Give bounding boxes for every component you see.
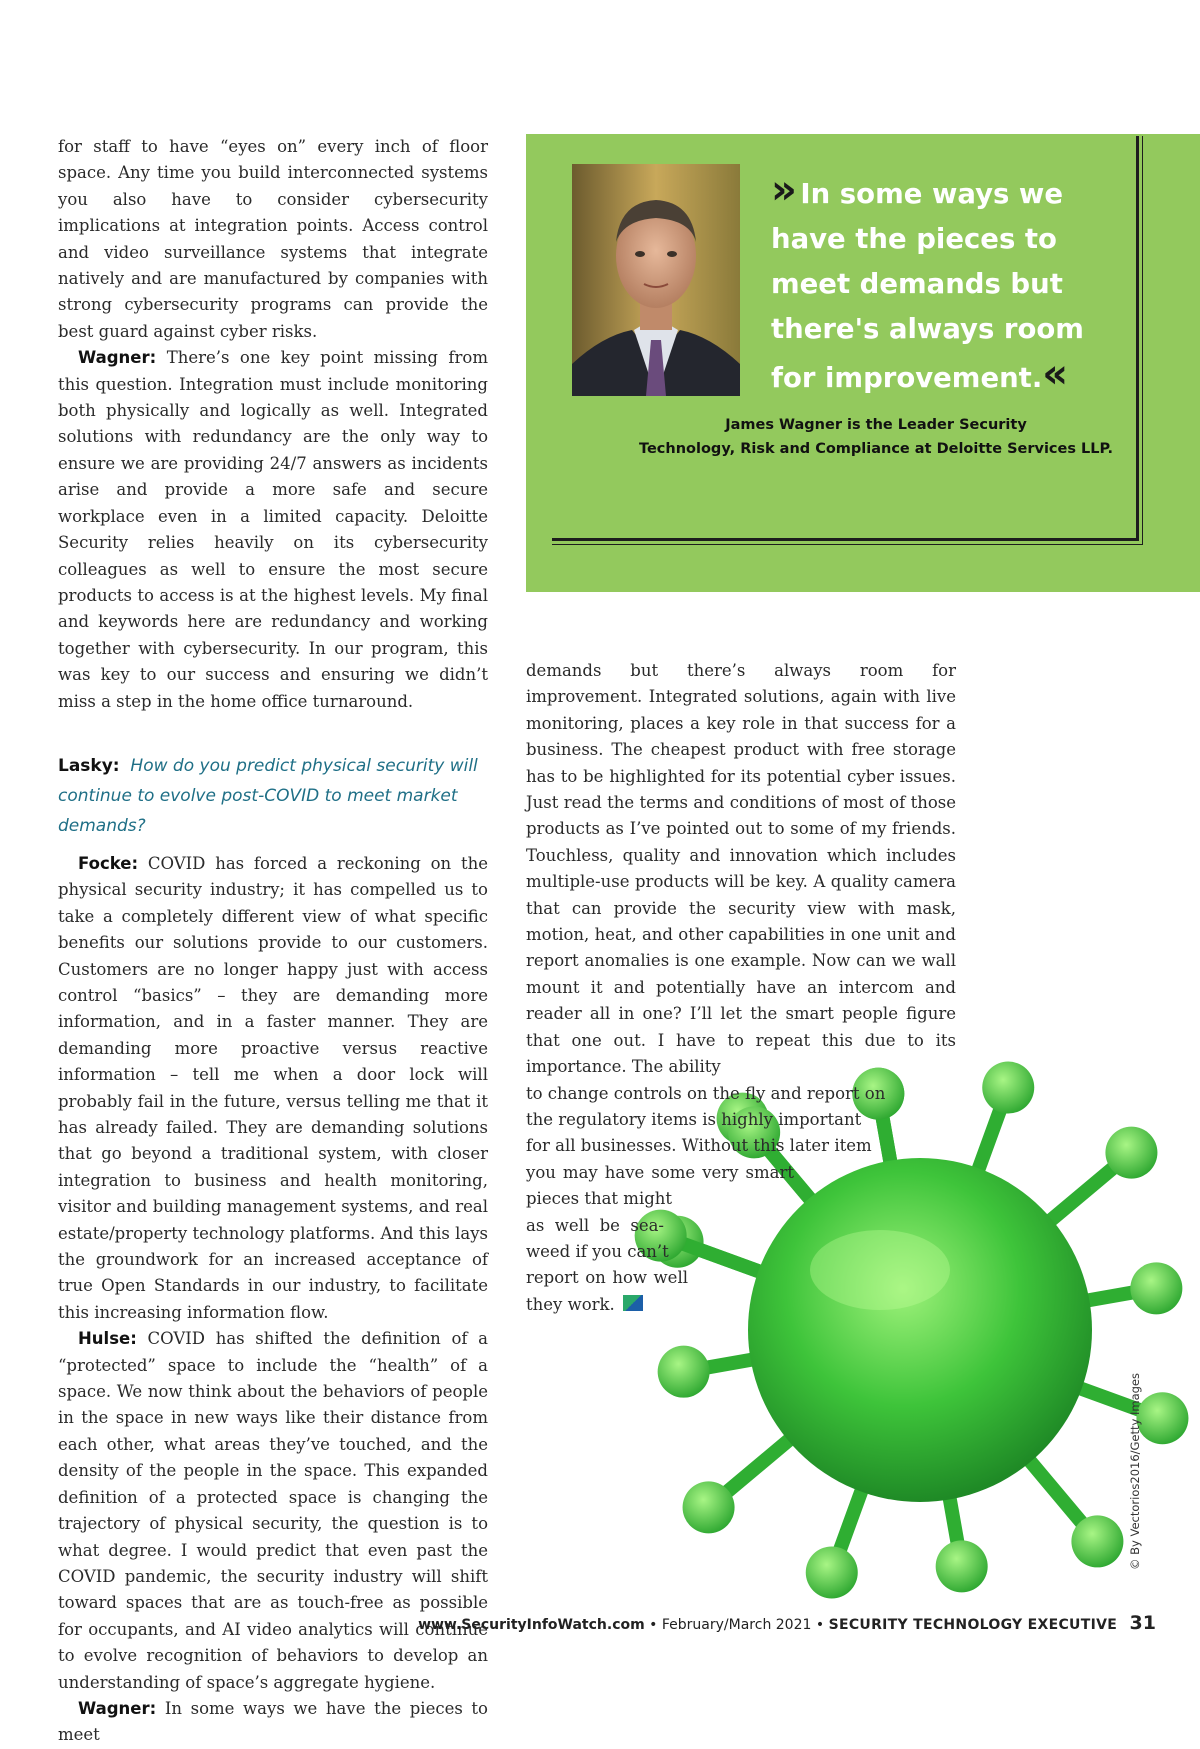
question-text: How do you predict physical security will continue to evolve post-COVID to meet market demands? [58, 755, 478, 836]
paragraph-hulse [58, 1326, 488, 1696]
paragraph-text: COVID has forced a reckoning on the physical security industry; it has compelled us to take a completely different view of what specific benefits our solutions provide to our customers. Customers are no longer happy just with access control “basics” – they are demanding more information, and in a faster manner. They are demanding more proactive versus reactive information – tell me when a door lock will probably fail in the future, versus telling me that it has already failed. They are demanding solutions that go beyond a traditional system, with closer integration to business and health monitoring, visitor and building management systems, and real estate/property technology platforms. And this lays the groundwork for an increased acceptance of true Open Standards in our industry, to facilitate this increasing information flow. [58, 853, 488, 1322]
speaker-name: Wagner: [78, 348, 157, 368]
image-credit: © By Vectorios2016/Getty Images [1128, 1373, 1142, 1570]
pull-quote-text: In some ways we have the pieces to meet demands but there's always room for improvement. [771, 178, 1084, 394]
paragraph-text: In some ways we have the pieces to meet [58, 1698, 488, 1745]
pull-quote [771, 168, 1131, 401]
wrapped-line: report on how well [526, 1268, 688, 1288]
wrapped-line: you may have some very smart [526, 1162, 794, 1182]
wrapped-line: weed if you can’t [526, 1241, 669, 1261]
paragraph-text: There’s one key point missing from this question. Integration must include monitoring both physically and logically as well. Integrated solutions with redundancy are the only way to ensure we are providing 24/7 answers as incidents arise and provide a more safe and secure workplace even in a limited capacity. Deloitte Security relies heavily on its cybersecurity colleagues as well to ensure the most secure products to access is at the highest levels. My final and keywords here are redundancy and working together with cybersecurity. In our program, this was key to our success and ensuring we didn’t miss a step in the home office turnaround. [58, 348, 489, 711]
page-number: 31 [1129, 1612, 1156, 1634]
separator: • [649, 1617, 658, 1633]
wrapped-line: for all businesses. Without this later item [526, 1136, 872, 1156]
text-wrap-around-image [526, 1081, 956, 1292]
wrapped-line: as well be sea- [526, 1215, 664, 1235]
pull-quote-box [526, 134, 1200, 592]
wrapped-line: pieces that might [526, 1189, 673, 1209]
paragraph-wagner [58, 345, 488, 715]
speaker-name: Focke: [78, 853, 139, 873]
page-footer [418, 1612, 1156, 1634]
speaker-name: Hulse: [78, 1329, 137, 1349]
wrapped-line: to change controls on the fly and report on [526, 1083, 886, 1103]
website-link[interactable]: www.SecurityInfoWatch.com [418, 1617, 645, 1633]
magazine-name: SECURITY TECHNOLOGY EXECUTIVE [828, 1617, 1118, 1633]
caption-line: James Wagner is the Leader Security [725, 417, 1027, 433]
paragraph-last-line [526, 1292, 956, 1318]
paragraph-wagner-2 [58, 1696, 488, 1749]
last-line-text: they work. [526, 1294, 615, 1314]
paragraph-text: COVID has shifted the definition of a “protected” space to include the “health” of a space. We now think about the behaviors of people in the space in new ways like their distance from each other, what areas they’ve touched, and the density of the people in the space. This expanded definition of a protected space is changing the trajectory of physical security, the question is to what degree. I would predict that even past the COVID pandemic, the security industry will shift toward spaces that are as touch-free as possible for occupants, and AI video analytics will continue to evolve recognition of behaviors to develop an understanding of space’s aggregate hygiene. [58, 1329, 488, 1692]
paragraph-focke [58, 851, 488, 1326]
separator: • [815, 1617, 825, 1633]
caption-line: Technology, Risk and Compliance at Deloitte Services LLP. [639, 441, 1113, 457]
end-mark-icon [623, 1295, 643, 1311]
speaker-name: Lasky: [58, 755, 120, 776]
paragraph: demands but there’s always room for improvement. Integrated solutions, again with live monitoring, places a key role in that success for a business. The cheapest product with free storage has to be highlighted for its potential cyber issues. Just read the terms and conditions of most of those products as I’ve pointed out to some of my friends. Touchless, quality and innovation which includes multiple-use products will be key. A quality camera that can provide the security view with mask, motion, heat, and other capabilities in one unit and report anomalies is one example. Now can we wall mount it and potentially have an intercom and reader all in one? I’ll let the smart people figure that one out. I have to repeat this due to its importance. The ability [526, 661, 956, 1077]
open-quote-icon: » [771, 167, 791, 213]
right-column [526, 658, 956, 1318]
speaker-name: Wagner: [78, 1698, 157, 1718]
photo-caption [626, 413, 1126, 461]
portrait-photo [572, 164, 740, 396]
left-column [58, 134, 488, 1749]
question [58, 751, 488, 841]
paragraph: for staff to have “eyes on” every inch of floor space. Any time you build interconnected systems you also have to consider cybersecurity implications at integration points. Access control and video surveillance systems that integrate natively and are manufactured by companies with strong cybersecurity programs can provide the best guard against cyber risks. [58, 137, 488, 341]
issue-date: February/March 2021 [661, 1617, 812, 1633]
close-quote-icon: « [1042, 351, 1063, 397]
wrapped-line: the regulatory items is highly important [526, 1109, 862, 1129]
